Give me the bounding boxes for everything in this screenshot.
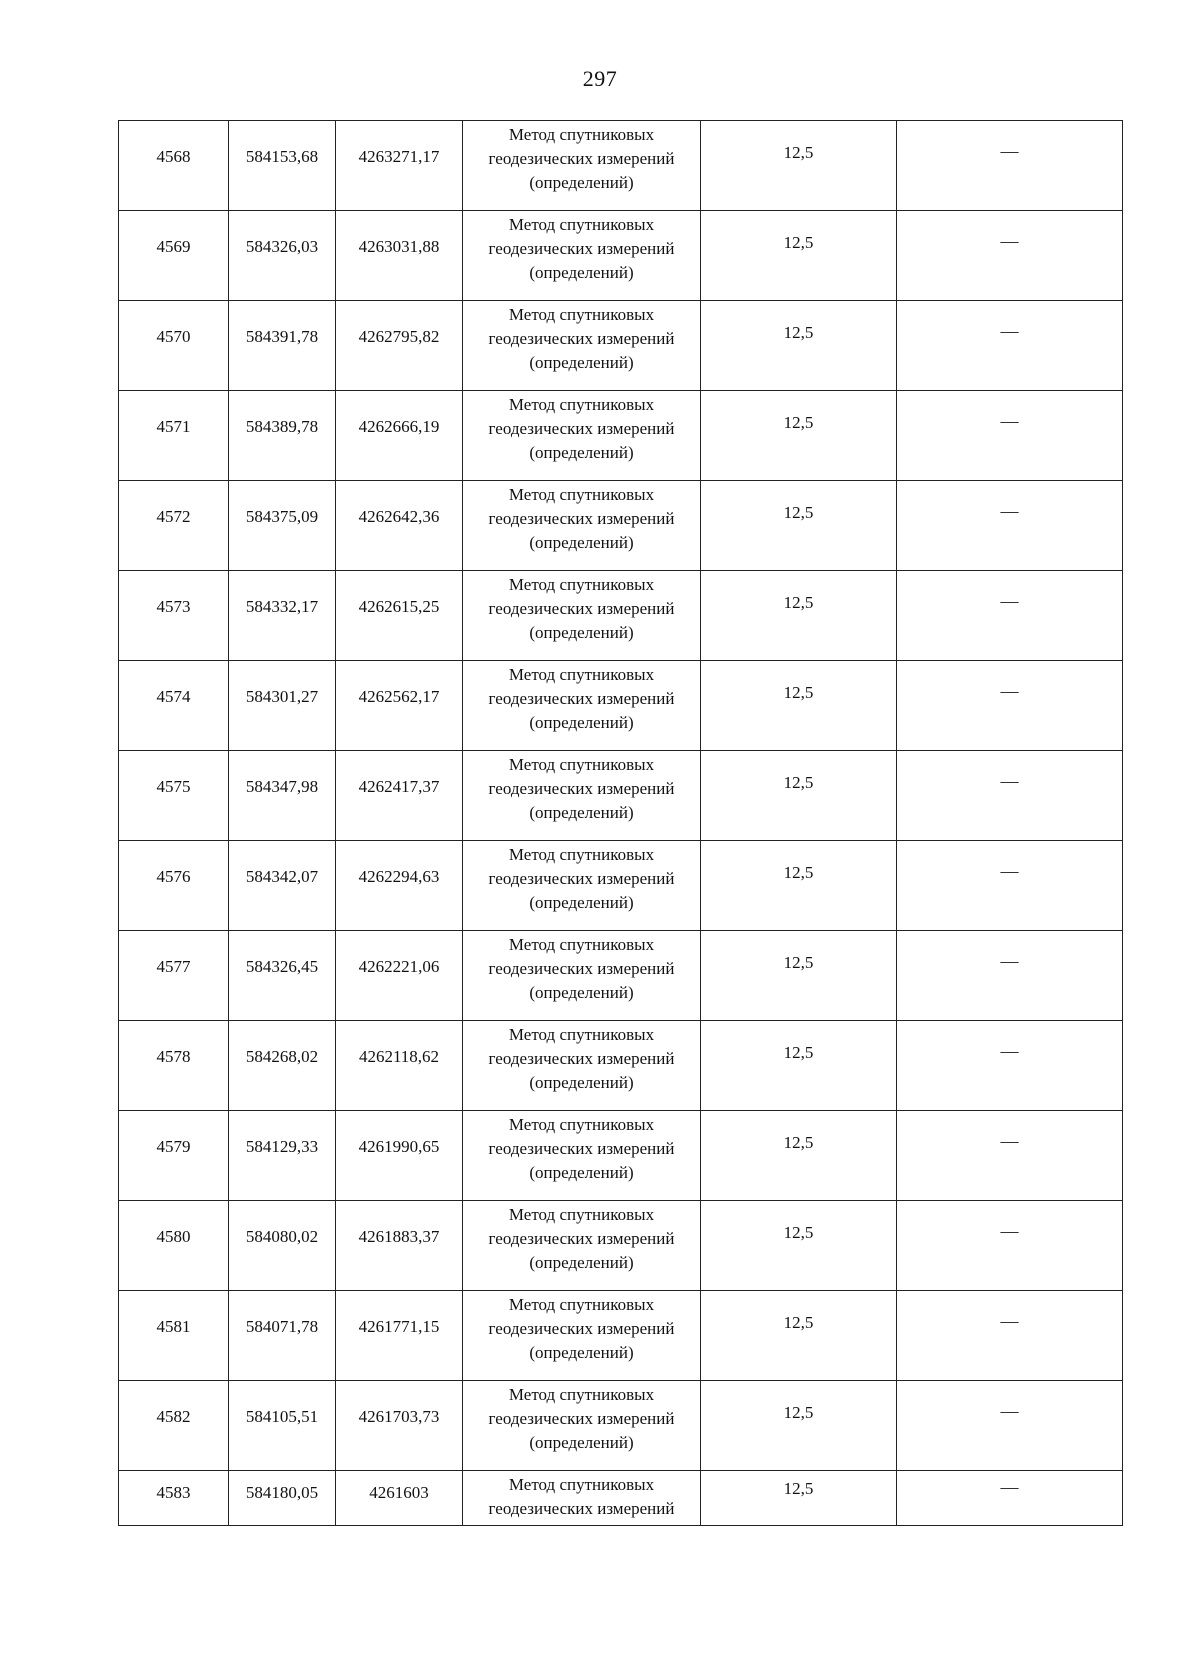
table-row: [119, 1471, 1123, 1526]
method-text: Метод спутниковых геодезических измерений (определений): [488, 1115, 675, 1182]
point-number-cell: [119, 571, 229, 661]
table-row: [119, 121, 1123, 211]
method-text: Метод спутниковых геодезических измерений (определений): [488, 575, 675, 642]
coordinate-x-cell: [229, 1381, 336, 1471]
coordinate-y-cell: [336, 121, 463, 211]
description-cell: [897, 1291, 1123, 1381]
accuracy-text: 12,5: [783, 1313, 814, 1332]
point-number-text: 4580: [156, 1227, 191, 1246]
method-cell: [463, 211, 701, 301]
point-number-text: 4572: [156, 507, 191, 526]
coordinate-y-cell: [336, 931, 463, 1021]
point-number-cell: [119, 751, 229, 841]
coordinate-y-cell: [336, 841, 463, 931]
coordinate-x-text: 584153,68: [245, 147, 319, 166]
coordinate-y-cell: [336, 661, 463, 751]
accuracy-text: 12,5: [783, 143, 814, 162]
coordinate-y-cell: [336, 211, 463, 301]
coordinate-x-text: 584347,98: [245, 777, 319, 796]
coordinate-x-text: 584105,51: [245, 1407, 319, 1426]
coordinate-y-text: 4262118,62: [358, 1047, 440, 1066]
table-body: [119, 121, 1123, 1526]
coordinate-y-text: 4261771,15: [358, 1317, 440, 1336]
accuracy-text: 12,5: [783, 593, 814, 612]
description-cell: [897, 301, 1123, 391]
point-number-text: 4577: [156, 957, 191, 976]
table-row: [119, 931, 1123, 1021]
coordinate-x-text: 584301,27: [245, 687, 319, 706]
description-text: —: [1000, 591, 1019, 611]
description-cell: [897, 1201, 1123, 1291]
description-text: —: [1000, 501, 1019, 521]
coordinate-x-text: 584375,09: [245, 507, 319, 526]
accuracy-cell: [701, 751, 897, 841]
point-number-cell: [119, 931, 229, 1021]
coordinate-x-cell: [229, 571, 336, 661]
table-row: [119, 571, 1123, 661]
coordinate-x-cell: [229, 1111, 336, 1201]
coordinate-y-cell: [336, 1021, 463, 1111]
description-text: —: [1000, 681, 1019, 701]
point-number-text: 4582: [156, 1407, 191, 1426]
accuracy-cell: [701, 661, 897, 751]
point-number-text: 4568: [156, 147, 191, 166]
accuracy-cell: [701, 1111, 897, 1201]
coordinate-y-text: 4262615,25: [358, 597, 440, 616]
accuracy-cell: [701, 1201, 897, 1291]
coordinate-y-text: 4261990,65: [358, 1137, 440, 1156]
coordinate-y-text: 4261603: [369, 1483, 429, 1502]
coordinate-x-text: 584180,05: [245, 1483, 319, 1502]
coordinate-x-cell: [229, 841, 336, 931]
point-number-cell: [119, 1021, 229, 1111]
coordinate-y-cell: [336, 301, 463, 391]
method-cell: [463, 1471, 701, 1526]
description-cell: [897, 391, 1123, 481]
table-row: [119, 1201, 1123, 1291]
accuracy-text: 12,5: [783, 773, 814, 792]
method-cell: [463, 391, 701, 481]
coordinate-x-cell: [229, 301, 336, 391]
description-cell: [897, 661, 1123, 751]
accuracy-text: 12,5: [783, 1223, 814, 1242]
coordinate-x-cell: [229, 751, 336, 841]
coordinate-y-text: 4262294,63: [358, 867, 440, 886]
coordinate-x-cell: [229, 661, 336, 751]
table-row: [119, 481, 1123, 571]
description-cell: [897, 931, 1123, 1021]
table-row: [119, 301, 1123, 391]
accuracy-text: 12,5: [783, 1043, 814, 1062]
point-number-cell: [119, 391, 229, 481]
description-text: —: [1000, 771, 1019, 791]
method-cell: [463, 1021, 701, 1111]
coordinate-y-text: 4262795,82: [358, 327, 440, 346]
coordinate-x-cell: [229, 931, 336, 1021]
coordinate-y-cell: [336, 751, 463, 841]
table-row: [119, 1291, 1123, 1381]
method-text: Метод спутниковых геодезических измерений (определений): [488, 665, 675, 732]
method-text: Метод спутниковых геодезических измерений (определений): [488, 215, 675, 282]
coordinate-y-text: 4262221,06: [358, 957, 440, 976]
accuracy-text: 12,5: [783, 233, 814, 252]
method-text: Метод спутниковых геодезических измерений (определений): [488, 935, 675, 1002]
coordinate-y-cell: [336, 1471, 463, 1526]
point-number-cell: [119, 841, 229, 931]
point-number-text: 4574: [156, 687, 191, 706]
description-text: —: [1000, 141, 1019, 161]
description-text: —: [1000, 1221, 1019, 1241]
method-cell: [463, 841, 701, 931]
method-cell: [463, 1201, 701, 1291]
method-cell: [463, 1381, 701, 1471]
point-number-text: 4573: [156, 597, 191, 616]
point-number-text: 4579: [156, 1137, 191, 1156]
method-cell: [463, 121, 701, 211]
table-row: [119, 1021, 1123, 1111]
accuracy-cell: [701, 211, 897, 301]
coordinate-y-cell: [336, 1201, 463, 1291]
coordinate-y-text: 4262417,37: [358, 777, 440, 796]
coordinate-x-text: 584389,78: [245, 417, 319, 436]
description-cell: [897, 1021, 1123, 1111]
description-cell: [897, 121, 1123, 211]
description-text: —: [1000, 1311, 1019, 1331]
method-cell: [463, 1111, 701, 1201]
description-cell: [897, 211, 1123, 301]
coordinate-x-cell: [229, 1471, 336, 1526]
accuracy-cell: [701, 1291, 897, 1381]
accuracy-text: 12,5: [783, 1403, 814, 1422]
coordinate-x-text: 584080,02: [245, 1227, 319, 1246]
coordinate-y-cell: [336, 1111, 463, 1201]
description-text: —: [1000, 1041, 1019, 1061]
coordinate-y-cell: [336, 571, 463, 661]
description-text: —: [1000, 1131, 1019, 1151]
point-number-text: 4575: [156, 777, 191, 796]
method-text: Метод спутниковых геодезических измерений (определений): [488, 845, 675, 912]
description-cell: [897, 1471, 1123, 1526]
description-text: —: [1000, 1477, 1019, 1497]
page-number: 297: [582, 66, 618, 91]
coordinate-x-text: 584326,03: [245, 237, 319, 256]
table-row: [119, 211, 1123, 301]
method-cell: [463, 751, 701, 841]
method-text: Метод спутниковых геодезических измерений (определений): [488, 1295, 675, 1362]
description-text: —: [1000, 861, 1019, 881]
method-text: Метод спутниковых геодезических измерений (определений): [488, 1205, 675, 1272]
table-row: [119, 1111, 1123, 1201]
table-row: [119, 661, 1123, 751]
description-cell: [897, 571, 1123, 661]
table-row: [119, 1381, 1123, 1471]
coordinates-table: [118, 120, 1123, 1526]
coordinate-x-text: 584071,78: [245, 1317, 319, 1336]
accuracy-text: 12,5: [783, 953, 814, 972]
coordinate-x-cell: [229, 211, 336, 301]
table-row: [119, 391, 1123, 481]
coordinate-x-cell: [229, 1291, 336, 1381]
method-text: Метод спутниковых геодезических измерений: [488, 1475, 675, 1518]
method-text: Метод спутниковых геодезических измерений (определений): [488, 305, 675, 372]
accuracy-text: 12,5: [783, 503, 814, 522]
coordinate-y-text: 4262562,17: [358, 687, 440, 706]
coordinate-y-text: 4262666,19: [358, 417, 440, 436]
accuracy-cell: [701, 121, 897, 211]
point-number-text: 4571: [156, 417, 191, 436]
point-number-cell: [119, 1381, 229, 1471]
accuracy-text: 12,5: [783, 1133, 814, 1152]
description-text: —: [1000, 1401, 1019, 1421]
accuracy-cell: [701, 841, 897, 931]
description-text: —: [1000, 411, 1019, 431]
accuracy-cell: [701, 931, 897, 1021]
method-text: Метод спутниковых геодезических измерений (определений): [488, 755, 675, 822]
point-number-cell: [119, 121, 229, 211]
coordinate-x-cell: [229, 121, 336, 211]
description-text: —: [1000, 231, 1019, 251]
method-cell: [463, 661, 701, 751]
coordinate-x-text: 584268,02: [245, 1047, 319, 1066]
accuracy-cell: [701, 1021, 897, 1111]
coordinate-y-text: 4263271,17: [358, 147, 440, 166]
accuracy-text: 12,5: [783, 863, 814, 882]
method-cell: [463, 931, 701, 1021]
description-cell: [897, 1111, 1123, 1201]
point-number-text: 4578: [156, 1047, 191, 1066]
coordinate-y-cell: [336, 391, 463, 481]
method-cell: [463, 1291, 701, 1381]
accuracy-text: 12,5: [783, 1479, 814, 1498]
description-cell: [897, 841, 1123, 931]
table-row: [119, 751, 1123, 841]
accuracy-cell: [701, 301, 897, 391]
method-text: Метод спутниковых геодезических измерений (определений): [488, 485, 675, 552]
accuracy-text: 12,5: [783, 413, 814, 432]
coordinate-y-cell: [336, 481, 463, 571]
method-text: Метод спутниковых геодезических измерений (определений): [488, 125, 675, 192]
description-text: —: [1000, 951, 1019, 971]
coordinate-y-cell: [336, 1381, 463, 1471]
coordinate-x-text: 584129,33: [245, 1137, 319, 1156]
point-number-cell: [119, 1201, 229, 1291]
accuracy-text: 12,5: [783, 683, 814, 702]
point-number-text: 4569: [156, 237, 191, 256]
method-cell: [463, 301, 701, 391]
point-number-text: 4583: [156, 1483, 191, 1502]
coordinate-x-text: 584332,17: [245, 597, 319, 616]
coordinate-x-cell: [229, 1201, 336, 1291]
coordinate-y-text: 4261883,37: [358, 1227, 440, 1246]
method-cell: [463, 481, 701, 571]
table-row: [119, 841, 1123, 931]
point-number-cell: [119, 1111, 229, 1201]
coordinate-y-text: 4262642,36: [358, 507, 440, 526]
description-cell: [897, 751, 1123, 841]
accuracy-cell: [701, 391, 897, 481]
coordinate-y-text: 4261703,73: [358, 1407, 440, 1426]
accuracy-cell: [701, 481, 897, 571]
method-cell: [463, 571, 701, 661]
coordinate-x-cell: [229, 1021, 336, 1111]
description-cell: [897, 481, 1123, 571]
point-number-cell: [119, 661, 229, 751]
coordinate-y-cell: [336, 1291, 463, 1381]
description-text: —: [1000, 321, 1019, 341]
method-text: Метод спутниковых геодезических измерений (определений): [488, 1385, 675, 1452]
coordinate-x-text: 584342,07: [245, 867, 319, 886]
coordinate-x-text: 584391,78: [245, 327, 319, 346]
point-number-text: 4581: [156, 1317, 191, 1336]
coordinate-y-text: 4263031,88: [358, 237, 440, 256]
method-text: Метод спутниковых геодезических измерений (определений): [488, 1025, 675, 1092]
point-number-cell: [119, 481, 229, 571]
point-number-text: 4570: [156, 327, 191, 346]
point-number-cell: [119, 301, 229, 391]
description-cell: [897, 1381, 1123, 1471]
accuracy-cell: [701, 1471, 897, 1526]
point-number-text: 4576: [156, 867, 191, 886]
accuracy-cell: [701, 571, 897, 661]
coordinate-x-text: 584326,45: [245, 957, 319, 976]
point-number-cell: [119, 211, 229, 301]
accuracy-cell: [701, 1381, 897, 1471]
point-number-cell: [119, 1291, 229, 1381]
method-text: Метод спутниковых геодезических измерений (определений): [488, 395, 675, 462]
point-number-cell: [119, 1471, 229, 1526]
accuracy-text: 12,5: [783, 323, 814, 342]
coordinate-x-cell: [229, 481, 336, 571]
coordinate-x-cell: [229, 391, 336, 481]
